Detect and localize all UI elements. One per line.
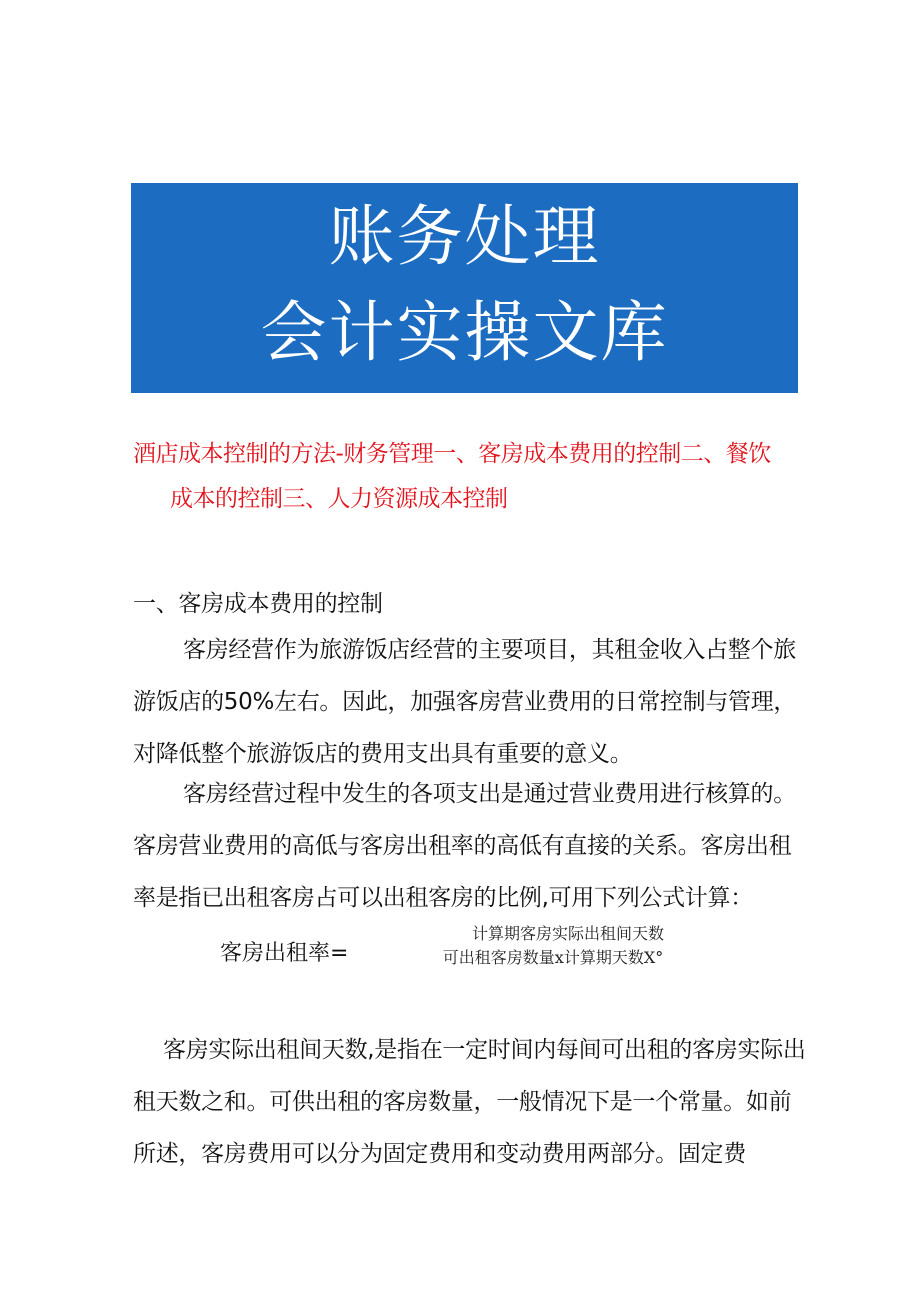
formula-denominator: 可出租客房数量x计算期天数X° (442, 948, 664, 967)
section-heading: 一、客房成本费用的控制 (133, 591, 383, 617)
cover-banner (131, 183, 798, 393)
body-paragraph-3: 客房实际出租间天数,是指在一定时间内每间可出租的客房实际出租天数之和。可供出租的客房数量，一般情况下是一个常量。如前所述，客房费用可以分为固定费用和变动费用两部分。固定费 (133, 1037, 806, 1167)
banner-title-line-2: 会计实操文库 (260, 294, 669, 371)
banner-title-line-1: 账务处理 (328, 198, 601, 275)
document-title-line-2: 成本的控制三、人力资源成本控制 (170, 486, 508, 512)
formula-lhs: 客房出租率= (220, 941, 349, 966)
document-title (133, 432, 813, 522)
document-title-line-1: 酒店成本控制的方法-财务管理一、客房成本费用的控制二、餐饮 (133, 441, 771, 467)
occupancy-rate-formula (220, 922, 780, 982)
formula-numerator: 计算期客房实际出租间天数 (472, 924, 665, 943)
body-paragraph-1: 客房经营作为旅游饭店经营的主要项目，其租金收入占整个旅游饭店的50%左右。因此，加强客房营业费用的日常控制与管理，对降低整个旅游饭店的费用支出具有重要的意义。 (133, 637, 797, 767)
formula-fraction (442, 922, 664, 970)
body-paragraph-2: 客房经营过程中发生的各项支出是通过营业费用进行核算的。客房营业费用的高低与客房出租率的高低有直接的关系。客房出租率是指已出租客房占可以出租客房的比例,可用下列公式计算： (133, 781, 796, 911)
